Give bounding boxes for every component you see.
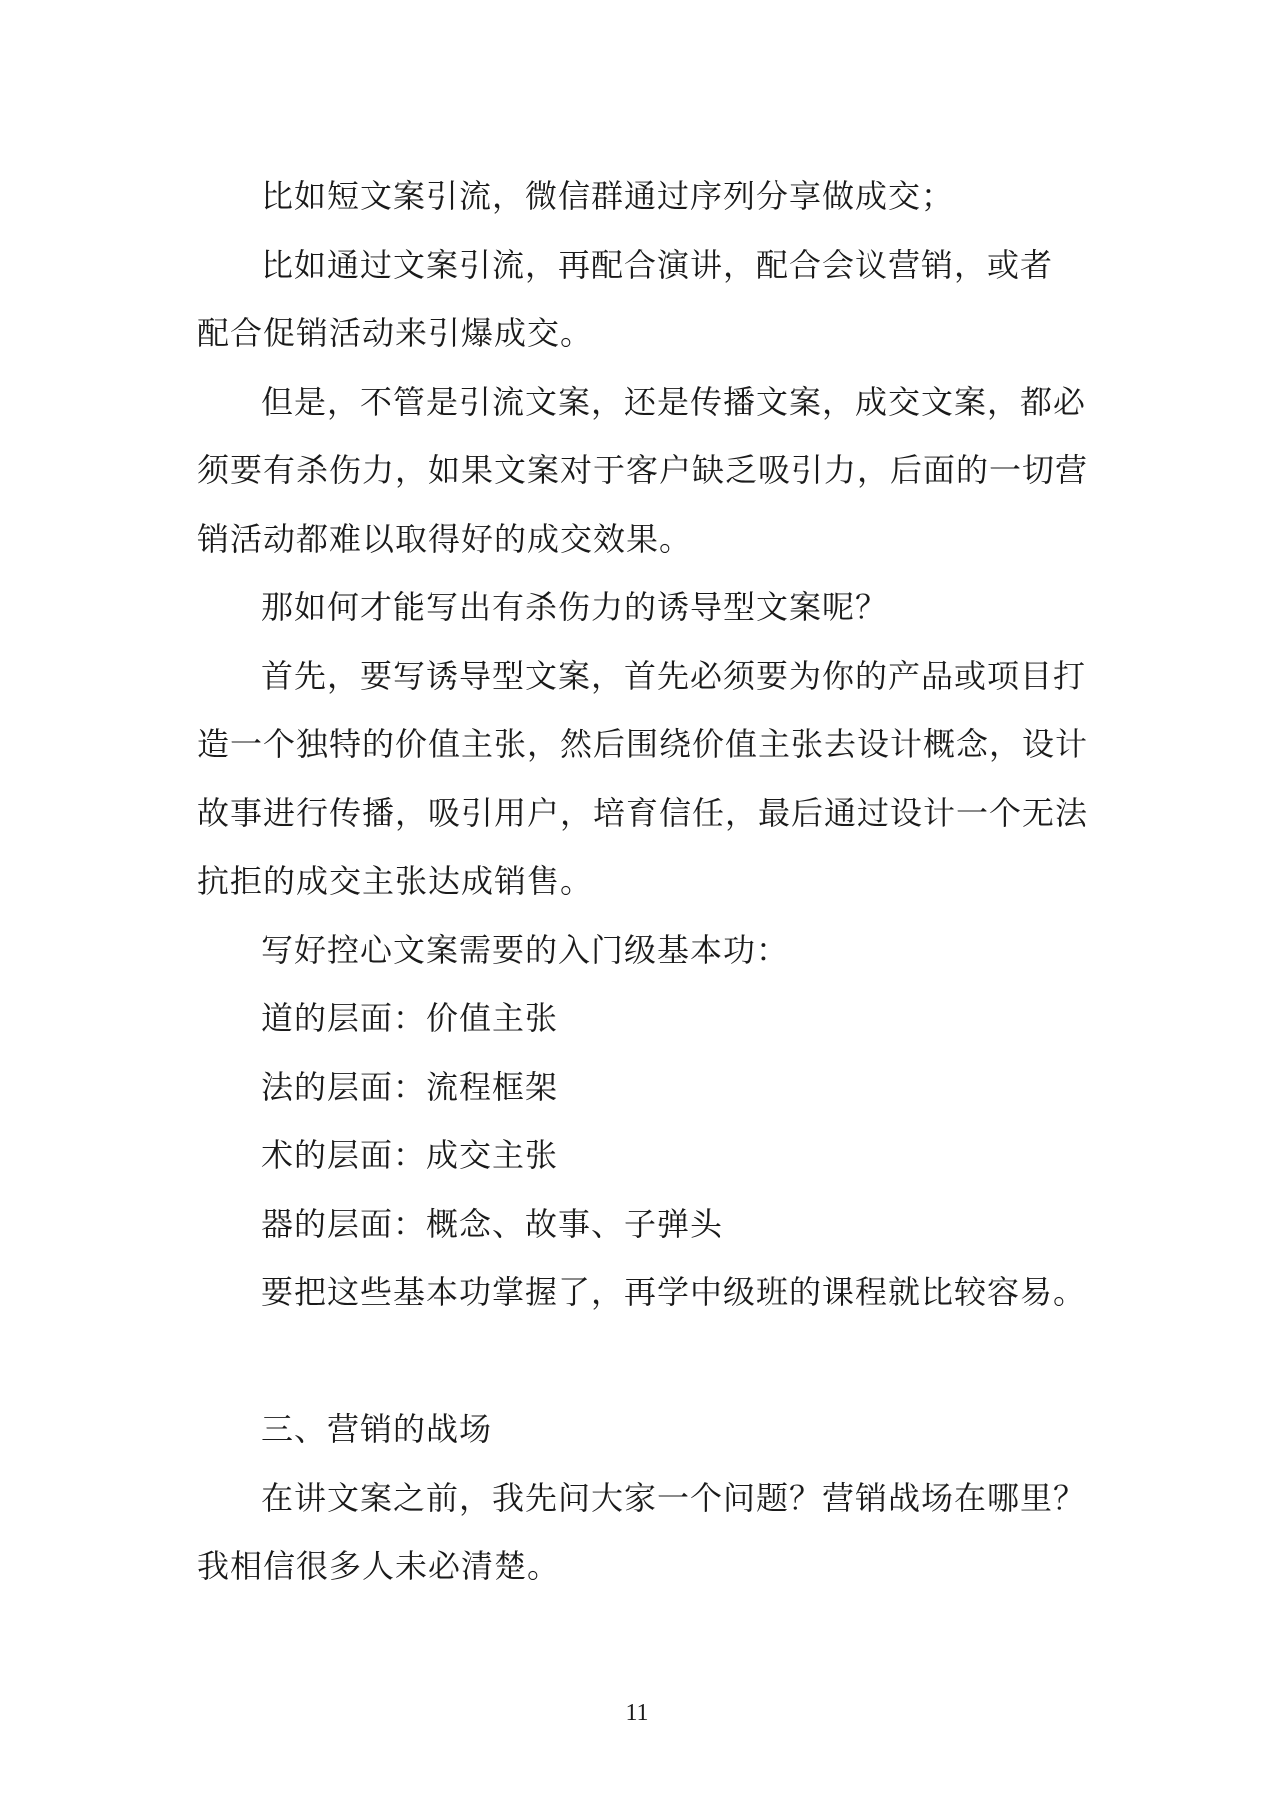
paragraph: 写好控心文案需要的入门级基本功： [261, 930, 790, 969]
paragraph: 比如短文案引流，微信群通过序列分享做成交； [261, 177, 955, 215]
section-heading: 三、营销的战场 [261, 1410, 493, 1448]
paragraph: 术的层面：成交主张 [261, 1136, 559, 1174]
blank-line [197, 1327, 1097, 1396]
paragraph: 要把这些基本功掌握了，再学中级班的课程就比较容易。 [261, 1273, 1087, 1311]
paragraph: 法的层面：流程框架 [261, 1067, 559, 1106]
paragraph: 但是，不管是引流文案，还是传播文案，成交文案，都必须要有杀伤力，如果文案对于客户缺乏吸引力，后面的一切营销活动都难以取得好的成交效果。 [197, 382, 1089, 558]
paragraph: 首先，要写诱导型文案，首先必须要为你的产品或项目打造一个独特的价值主张，然后围绕价值主张去设计概念，设计故事进行传播，吸引用户，培育信任，最后通过设计一个无法抗拒的成交主张达成销售。 [197, 656, 1089, 900]
paragraph: 器的层面：概念、故事、子弹头 [261, 1204, 724, 1243]
page-number: 11 [625, 1700, 649, 1726]
paragraph: 道的层面：价值主张 [261, 999, 559, 1037]
paragraph: 那如何才能写出有杀伤力的诱导型文案呢？ [261, 588, 889, 626]
body-text [197, 162, 1097, 1601]
paragraph: 在讲文案之前，我先问大家一个问题？营销战场在哪里？我相信很多人未必清楚。 [197, 1478, 1087, 1585]
paragraph: 比如通过文案引流，再配合演讲，配合会议营销，或者 配合促销活动来引爆成交。 [197, 245, 1054, 352]
